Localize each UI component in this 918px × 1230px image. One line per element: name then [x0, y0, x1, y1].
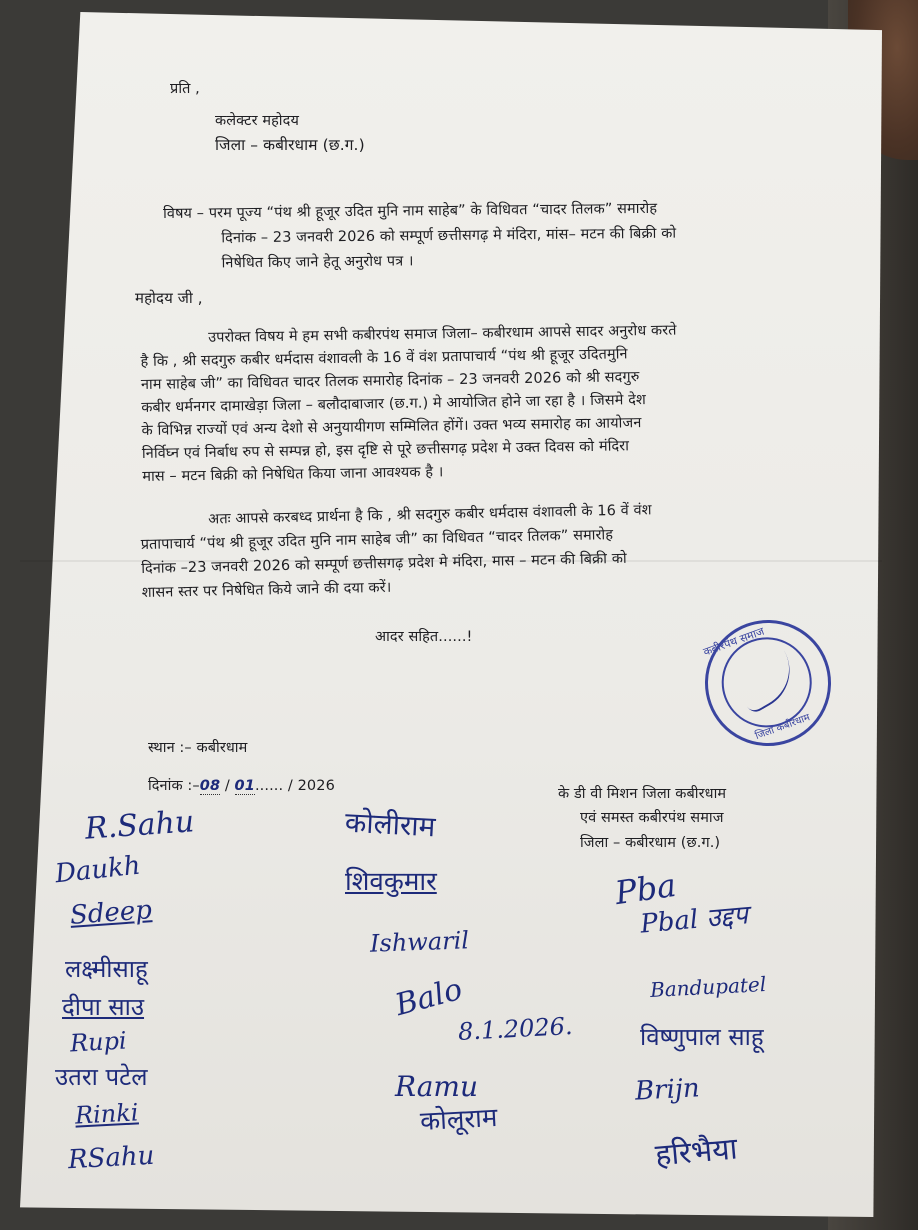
date-label: दिनांक :– [148, 778, 200, 794]
signature: दीपा साउ [62, 993, 145, 1021]
paragraph-line: प्रतापाचार्य “पंथ श्री हूजूर उदित मुनि नाम साहेब जी” का विधिवत “चादर तिलक” समारोह [140, 527, 614, 553]
stamp-text-top: कबीरपंथ समाज [701, 624, 767, 659]
date-month: 01 [234, 778, 255, 794]
sender-line-3: जिला – कबीरधाम (छ.ग.) [580, 835, 721, 851]
paragraph-line: नाम साहेब जी” का विधिवत चादर तिलक समारोह दिनांक – 23 जनवरी 2026 को श्री सदगुरु [140, 369, 640, 393]
signature: Ishwaril [369, 926, 470, 958]
paragraph-line: दिनांक –23 जनवरी 2026 को सम्पूर्ण छत्तीसगढ़ प्रदेश मे मंदिरा, मास – मटन की बिक्री को [141, 550, 627, 577]
signature: Rupi [69, 1026, 128, 1058]
subject-block [163, 197, 784, 293]
sender-line-1: के डी वी मिशन जिला कबीरधाम [558, 786, 727, 802]
sender-line-2: एवं समस्त कबीरपंथ समाज [580, 810, 724, 826]
signature: RSahu [67, 1140, 156, 1176]
signature: Pbal उद्दप [639, 900, 750, 940]
signature: Pba [612, 865, 679, 913]
signature: Brijn [634, 1073, 701, 1107]
stamp-text-bottom: जिला कबीरधाम [753, 712, 812, 743]
stamp-signature-mark [731, 649, 804, 715]
subject-line: दिनांक – 23 जनवरी 2026 को सम्पूर्ण छत्तीसगढ़ मे मंदिरा, मांस– मटन की बिक्री को [221, 225, 677, 247]
signature: Balo [391, 971, 466, 1024]
date-line: दिनांक :–08 / 01...... / 2026 [148, 778, 335, 794]
signature: शिवकुमार [345, 867, 437, 897]
place: स्थान :– कबीरधाम [148, 740, 248, 756]
closing: आदर सहित......! [375, 629, 473, 645]
signature: कोलीराम [344, 805, 437, 844]
signature-date: 8.1.2026. [457, 1012, 574, 1046]
date-year: / 2026 [287, 778, 335, 794]
signature: उतरा पटेल [55, 1063, 148, 1091]
paragraph-line: उपरोक्त विषय मे हम सभी कबीरपंथ समाज जिला– कबीरधाम आपसे सादर अनुरोध करते [208, 322, 677, 346]
paragraph-line: शासन स्तर पर निषेधित किये जाने की दया करें। [141, 579, 392, 601]
paragraph-line: अतः आपसे करबध्द प्रार्थना है कि , श्री सदगुरु कबीर धर्मदास वंशावली के 16 वें वंश [208, 502, 652, 528]
paragraph-1 [140, 318, 783, 498]
signature: विष्णुपाल साहू [640, 1023, 764, 1051]
signature: Bandupatel [649, 971, 767, 1003]
greeting: महोदय जी , [135, 289, 203, 307]
paragraph-line: निर्विघ्न एवं निर्बाध रुप से सम्पन्न हो, इस दृष्टि से पूरे छत्तीसगढ़ प्रदेश मे उक्त दिवस को मंदिरा [141, 438, 630, 462]
signature: हरिभैया [653, 1131, 739, 1174]
subject-line: निषेधित किए जाने हेतू अनुरोध पत्र । [221, 253, 414, 272]
paragraph-line: मास – मटन बिक्री को निषेधित किया जाना आवश्यक है । [142, 464, 444, 485]
date-day: 08 [199, 778, 221, 794]
paragraph-2 [140, 497, 782, 610]
paragraph-line: है कि , श्री सदगुरु कबीर धर्मदास वंशावली के 16 वें वंश प्रतापाचार्य “पंथ श्री हूजूर उदितमुनि [140, 346, 628, 370]
addressee-district: जिला – कबीरधाम (छ.ग.) [215, 136, 365, 154]
signature: Daukh [53, 850, 142, 890]
signature: Rinki [74, 1098, 140, 1130]
salutation-to: प्रति , [170, 81, 200, 97]
signature: Ramu [395, 1070, 479, 1103]
subject-line: विषय – परम पूज्य “पंथ श्री हूजूर उदित मुनि नाम साहेब” के विधिवत “चादर तिलक” समारोह [163, 200, 658, 222]
signature: लक्ष्मीसाहू [65, 955, 148, 983]
paragraph-line: कबीर धर्मनगर दामाखेड़ा जिला – बलौदाबाजार (छ.ग.) मे आयोजित होने जा रहा है । जिसमे देश [141, 392, 647, 416]
signature: R.Sahu [83, 804, 196, 847]
paragraph-line: के विभिन्न राज्यों एवं अन्य देशो से अनुयायीगण सम्मिलित होंगें। उक्त भव्य समारोह का आयोजन [141, 415, 642, 439]
signature: कोलूराम [419, 1102, 499, 1137]
signature: Sdeep [69, 895, 153, 931]
addressee-title: कलेक्टर महोदय [215, 113, 299, 129]
